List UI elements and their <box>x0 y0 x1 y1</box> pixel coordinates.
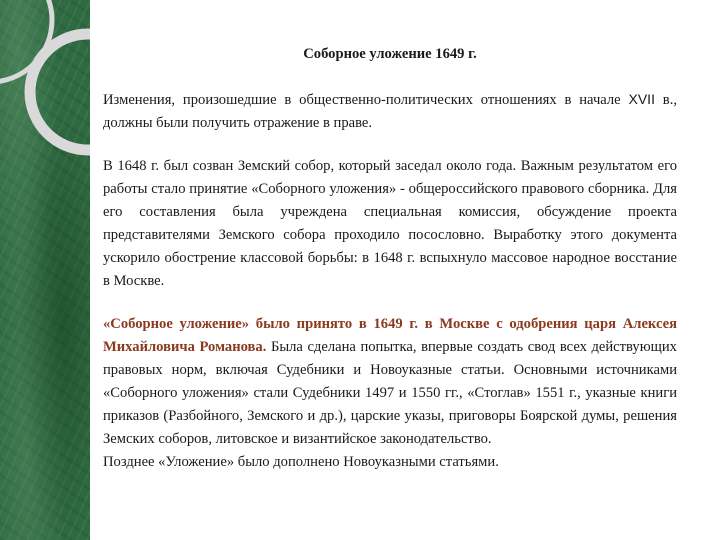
ring-decoration-icon <box>0 0 52 82</box>
adoption-highlight: «Соборное уложение» было принято в 1649 г. в Москве с одобрения царя Алексея Михайловича Романова. <box>103 316 677 355</box>
intro-text: Изменения, произошедшие в общественно-политических отношениях в начале <box>103 92 629 108</box>
paragraph-intro <box>103 88 677 135</box>
century-label: XVII <box>628 91 655 107</box>
slide-title: Соборное уложение 1649 г. <box>303 46 477 62</box>
paragraph-adoption <box>103 313 677 451</box>
paragraph-zemsky-sobor: В 1648 г. был созван Земский собор, который заседал около года. Важным результатом его работы стало принятие «Соборного уложения» - общероссийского правового сборника. Для его составления была учреждена специальная комиссия, обсуждение проекта представителями Земского собора проходило посословно. Выработку этого документа ускорило обострение классовой борьбы: в 1648 г. вспыхнуло массовое народное восстание в Москве. <box>103 158 677 289</box>
paragraph-later: Позднее «Уложение» было дополнено Новоуказными статьями. <box>103 454 499 470</box>
marble-sidebar <box>0 0 90 540</box>
ring-decoration-icon <box>30 34 90 150</box>
slide-content <box>103 44 677 474</box>
decorative-rings <box>0 0 90 540</box>
adoption-details: Была сделана попытка, впервые создать свод всех действующих правовых норм, включая Судебники и Новоуказные статьи. Основными источниками «Соборного уложения» стали Судебники 1497 и 1550 гг., «Стоглав» 1551 г., указные книги приказов (Разбойного, Земского и др.), царские указы, приговоры Боярской думы, решения Земских соборов, литовское и византийское законодательство. <box>103 339 677 447</box>
intro-tail: в., должны были получить отражение в праве. <box>103 92 677 131</box>
